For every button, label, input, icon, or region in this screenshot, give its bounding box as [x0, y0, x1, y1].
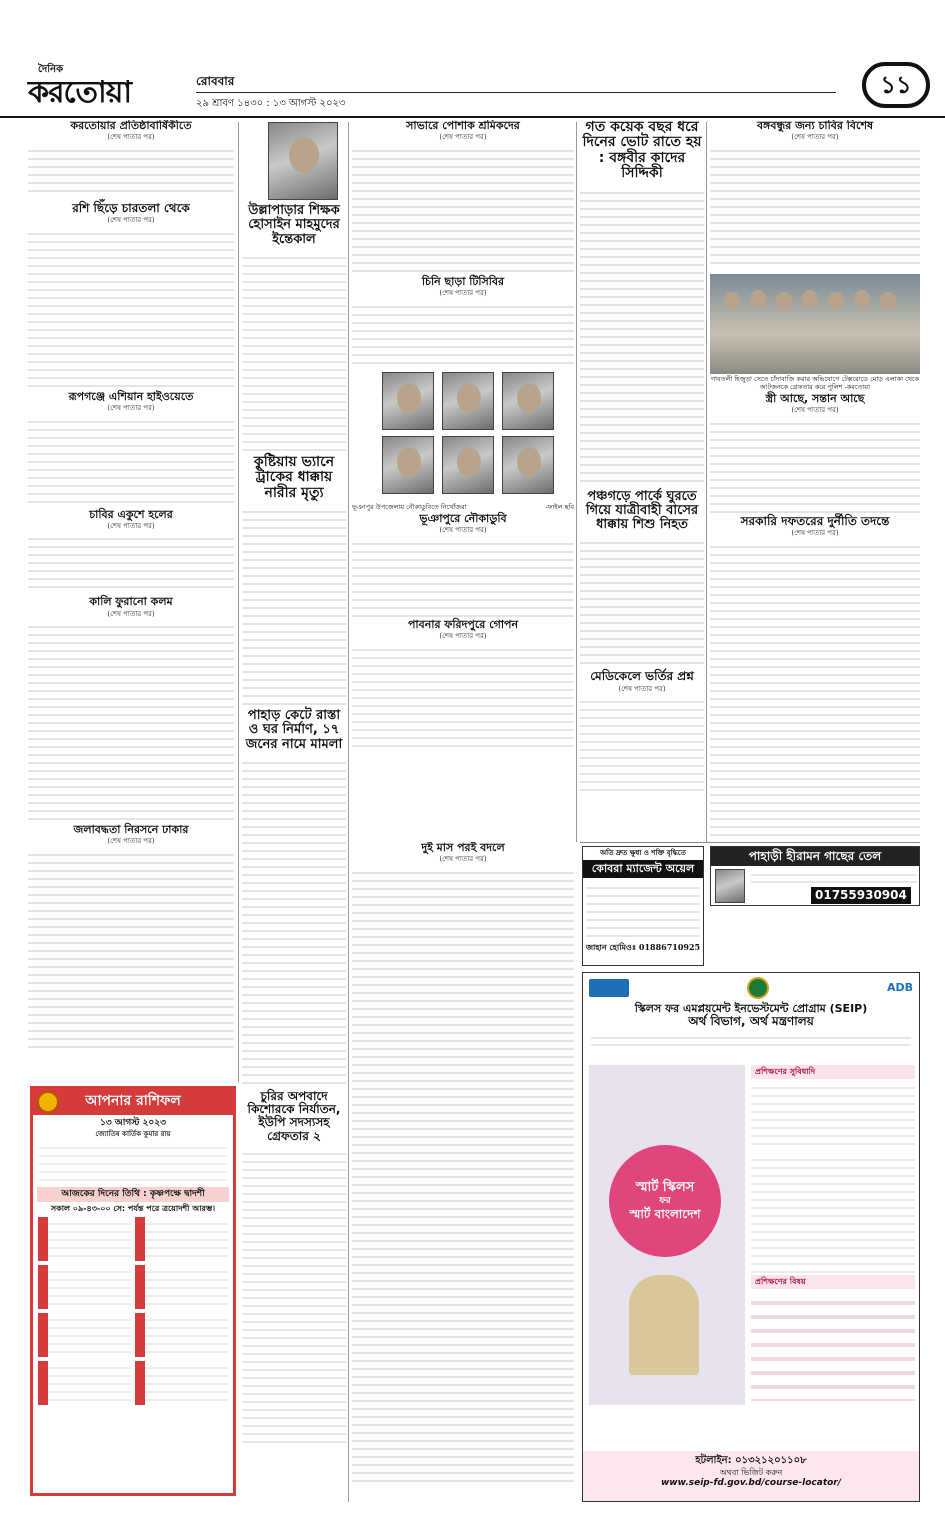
horoscope-date: ১৩ আগস্ট ২০২৩ — [100, 1118, 166, 1128]
missing-persons-photos — [352, 372, 574, 502]
newspaper-logo[interactable] — [28, 64, 178, 112]
ad-title: কোবরা ম্যাজেন্ট অয়েল — [583, 860, 703, 878]
continued-label: (শেষ পাতার পর) — [439, 133, 487, 142]
continued-label: (শেষ পাতার পর) — [107, 403, 155, 412]
subjects-heading: প্রশিক্ষণের বিষয় — [751, 1275, 915, 1289]
continued-label: (শেষ পাতার পর) — [107, 521, 155, 530]
seip-ad[interactable] — [582, 972, 920, 1502]
ad-body — [586, 881, 700, 939]
article-body — [352, 300, 574, 368]
headline[interactable]: চাবির একুশে হলের — [89, 507, 173, 521]
slogan-line: স্মার্ট স্কিলস — [635, 1179, 695, 1195]
zodiac-entry — [38, 1361, 131, 1405]
ad-body — [751, 869, 917, 887]
seip-logos — [583, 973, 919, 1003]
article-body — [28, 532, 234, 592]
masthead — [0, 0, 945, 118]
article-body — [28, 415, 234, 505]
caption-text: গাবতলী হিজুড়া সেতে চাঁদাবাজি করার অভিযোগে টেক্সরোডে মোড় এলাকা থেকে আটজনকে গ্রেফতার করে পুলিশ — [710, 374, 920, 391]
caption-credit: -ফাইল ছবি — [545, 502, 574, 511]
ad-phone: 01755930904 — [811, 887, 911, 904]
eligibility-list — [751, 1153, 915, 1273]
logo-small-text: দৈনিক — [38, 64, 64, 75]
header-day: রোববার — [196, 74, 235, 88]
article-body — [242, 756, 346, 1086]
article-body — [242, 251, 346, 451]
seip-or: অথবা ভিজিট করুন — [719, 1467, 783, 1477]
header-date: ২৯ শ্রাবণ ১৪৩০ : ১৩ আগস্ট ২০২৩ — [196, 98, 346, 109]
continued-label: (শেষ পাতার পর) — [791, 406, 839, 415]
continued-label: (শেষ পাতার পর) — [107, 133, 155, 142]
headline[interactable]: পঞ্চগড়ে পার্কে ঘুরতে গিয়ে যাত্রীবাহী বাসের ধাক্কায় শিশু নিহত — [585, 488, 699, 533]
headline-line: ইন্তেকাল — [272, 231, 316, 247]
article-body — [28, 620, 234, 820]
headline[interactable]: ভূঞাপুরে নৌকাডুবি — [419, 511, 507, 525]
seip-graphic — [589, 1065, 745, 1405]
headline[interactable]: রশি ছিঁড়ে চারতলা থেকে — [72, 200, 190, 215]
article-body — [580, 536, 704, 666]
planet-positions — [39, 1141, 227, 1185]
obituary-photo — [268, 122, 338, 200]
column-divider — [238, 122, 239, 1082]
headline[interactable]: কুষ্টিয়ায় ভ্যানে ট্রাকের ধাক্কায় নারীর মৃত্যু — [253, 453, 335, 501]
headline-line: হোসাইন মাহমুদের — [248, 217, 340, 233]
continued-label: (শেষ পাতার পর) — [791, 133, 839, 142]
seip-url[interactable]: www.seip-fd.gov.bd/course-locator/ — [660, 1477, 842, 1488]
arrest-photo — [710, 274, 920, 374]
tithi-time: সকাল ০৯-৪৩-০০ সে: পর্যন্ত পরে ত্রয়োদশী আরম্ভ। — [50, 1203, 216, 1213]
zodiac-entry — [135, 1265, 228, 1309]
continued-label: (শেষ পাতার পর) — [107, 609, 155, 618]
continued-label: (শেষ পাতার পর) — [439, 855, 487, 864]
photo-caption — [352, 503, 574, 511]
adb-logo: ADB — [886, 981, 913, 995]
header-rule — [196, 92, 836, 93]
article-body — [710, 417, 920, 513]
article-body — [710, 540, 920, 840]
seip-intro — [591, 1032, 911, 1050]
article-body — [352, 866, 574, 1486]
horoscope-title: আপনার রাশিফল — [33, 1089, 233, 1115]
article-body — [580, 186, 704, 486]
zodiac-wheel-icon — [37, 1091, 59, 1113]
page-number: ১১ — [862, 62, 930, 108]
column-1 — [28, 120, 234, 1080]
pahari-oil-ad[interactable] — [710, 846, 920, 906]
seip-hotline: হটলাইন: ০১৩২১২০১১০৮ — [695, 1455, 807, 1466]
column-2 — [242, 120, 346, 1500]
article-body — [352, 144, 574, 274]
person-photo — [442, 436, 494, 494]
person-photo — [382, 372, 434, 430]
article-body — [242, 505, 346, 705]
zodiac-entry — [135, 1361, 228, 1405]
column-5 — [710, 120, 920, 840]
person-photo — [502, 372, 554, 430]
zodiac-entry — [135, 1313, 228, 1357]
continued-label: (শেষ পাতার পর) — [791, 529, 839, 538]
headline[interactable]: চুরির অপবাদে কিশোরকে নির্যাতন, ইউপি সদস্যসহ গ্রেফতার ২ — [247, 1088, 341, 1143]
article-body — [242, 1147, 346, 1447]
zodiac-entry — [135, 1217, 228, 1261]
benefits-list — [751, 1081, 915, 1151]
headline[interactable]: করতোয়ার প্রতিষ্ঠাবার্ষিকীতে — [70, 120, 192, 132]
continued-label: (শেষ পাতার পর) — [439, 525, 487, 534]
headline[interactable]: গত কয়েক বছর ধরে দিনের ভোট রাতে হয় : বঙ্গবীর কাদের সিদ্দিকী — [582, 120, 702, 182]
zodiac-grid — [33, 1217, 233, 1405]
ad-portrait — [715, 869, 745, 903]
horoscope-author: জ্যোতিষ কার্তিক কুমার রায় — [95, 1128, 171, 1138]
article-body — [352, 643, 574, 753]
headline[interactable]: কালি ফুরানো কলম — [89, 595, 173, 609]
continued-label: (শেষ পাতার পর) — [618, 684, 666, 693]
subjects-list — [751, 1291, 915, 1401]
continued-label: (শেষ পাতার পর) — [439, 288, 487, 297]
caption-text: ভূঞাপুর উপজেলায় নৌকাডুবিতে নিখোঁজরা — [352, 502, 467, 511]
headline[interactable]: পাবনার ফরিদপুরে গোপন — [407, 617, 519, 631]
slogan-line: ফর — [659, 1196, 671, 1206]
headline[interactable]: দুই মাস পরই বদলে — [421, 842, 505, 854]
ad-phone: জাহান হোমিওঃ 01886710925 — [585, 941, 701, 952]
headline[interactable]: মেডিকেলে ভর্তির প্রশ্ন — [590, 669, 694, 684]
headline-line: উল্লাপাড়ার শিক্ষক — [248, 203, 340, 218]
headline[interactable] — [242, 204, 346, 247]
government-seal-icon — [747, 977, 769, 999]
article-body — [28, 144, 234, 198]
headline[interactable]: স্ত্রী আছে, সন্তান আছে — [765, 392, 865, 406]
zodiac-entry — [38, 1217, 131, 1261]
zodiac-entry — [38, 1313, 131, 1357]
seip-logo-icon — [589, 979, 629, 997]
article-body — [352, 537, 574, 617]
column-3-lower — [352, 842, 574, 1502]
continued-label: (শেষ পাতার পর) — [439, 631, 487, 640]
continued-label: (শেষ পাতার পর) — [107, 216, 155, 225]
slogan-badge — [609, 1145, 721, 1257]
slogan-line: স্মার্ট বাংলাদেশ — [629, 1207, 701, 1222]
headline[interactable]: পাহাড় কেটে রাস্তা ও ঘর নির্মাণ, ১৭ জনের নামে মামলা — [245, 708, 343, 752]
ad-title: পাহাড়ী হীরামন গাছের তেল — [711, 847, 919, 866]
benefits-heading: প্রশিক্ষণের সুবিধাদি — [751, 1065, 915, 1079]
headline[interactable]: সরকারি দফতরের দুর্নীতি তদন্তে — [740, 513, 890, 528]
section-rule — [580, 842, 920, 843]
article-body — [28, 848, 234, 1048]
seip-footer — [583, 1451, 919, 1501]
horoscope-box — [30, 1086, 236, 1496]
logo-main-text: করতোয়া — [28, 75, 132, 110]
seip-title: স্কিলস ফর এমপ্লয়মেন্ট ইনভেস্টমেন্ট প্রোগ্রাম (SEIP) — [634, 1002, 868, 1015]
person-photo — [442, 372, 494, 430]
continued-label: (শেষ পাতার পর) — [107, 837, 155, 846]
headline[interactable]: চিনি ছাড়া টিসিবির — [421, 274, 505, 288]
zodiac-entry — [38, 1265, 131, 1309]
column-divider — [706, 122, 707, 842]
photo-caption — [710, 375, 920, 391]
article-body — [580, 695, 704, 795]
headline[interactable]: জলাবদ্ধতা নিরসনে ঢাকার — [73, 823, 189, 837]
article-body — [710, 144, 920, 270]
article-body — [28, 227, 234, 387]
headline[interactable]: সাভারে পোশাক শ্রমিকদের — [406, 120, 520, 132]
column-divider — [576, 122, 577, 842]
column-divider — [348, 122, 349, 1502]
headline[interactable]: বঙ্গবন্ধুর জন্য চাবির বিশেষ — [756, 120, 874, 132]
cobra-oil-ad[interactable] — [582, 846, 704, 966]
person-photo — [382, 436, 434, 494]
caption-credit: -করতোয়া — [844, 382, 870, 391]
column-3 — [352, 120, 574, 840]
ad-tagline: অতি দ্রুত ক্ষুধা ও শক্তি বৃদ্ধিতে — [600, 848, 686, 857]
headline[interactable]: রূপগঞ্জে এশিয়ান হাইওয়েতে — [68, 389, 194, 403]
tithi-line: আজকের দিনের তিথি : কৃষ্ণপক্ষে দ্বাদশী — [37, 1187, 229, 1202]
seip-info — [751, 1065, 915, 1445]
column-4 — [580, 120, 704, 840]
worker-figure — [629, 1275, 699, 1375]
person-photo — [502, 436, 554, 494]
seip-subtitle: অর্থ বিভাগ, অর্থ মন্ত্রণালয় — [688, 1014, 814, 1029]
